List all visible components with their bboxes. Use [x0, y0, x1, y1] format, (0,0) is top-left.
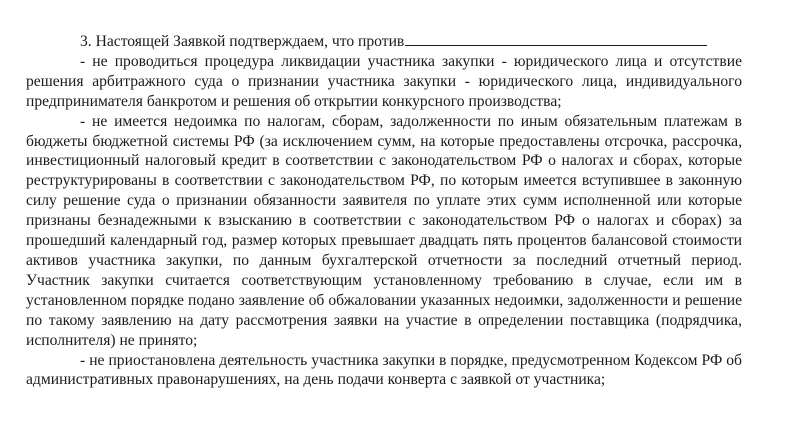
- paragraph-liquidation: - не проводиться процедура ликвидации участника закупки - юридического лица и отсутствие решения арбитражного суда о признании участника закупки - юридического лица, индивидуального предпринимателя банкротом и решения об открытии конкурсного производства;: [26, 52, 742, 110]
- document-page: [26, 31, 742, 390]
- clause-heading: [26, 31, 742, 52]
- clause-heading-text: 3. Настоящей Заявкой подтверждаем, что против: [80, 33, 405, 50]
- paragraph-tax-arrears: - не имеется недоимка по налогам, сборам, задолженности по иным обязательным платежам в бюджеты бюджетной системы РФ (за исключением сумм, на которые предоставлены отсрочка, рассрочка, инвестиционный налоговый кредит в соответствии с законодательством РФ о налогах и сборах, которые реструктурированы в соответствии с законодательством РФ, по которым имеется вступившее в законную силу решение суда о признании обязанности заявителя по уплате этих сумм исполненной или которые признаны безнадежными к взысканию в соответствии с законодательством РФ о налогах и сборах) за прошедший календарный год, размер которых превышает двадцать пять процентов балансовой стоимости активов участника закупки, по данным бухгалтерской отчетности за последний отчетный период. Участник закупки считается соответствующим установленному требованию в случае, если им в установленном порядке подано заявление об обжаловании указанных недоимки, задолженности и решение по такому заявлению на дату рассмотрения заявки на участие в определении поставщика (подрядчика, исполнителя) не принято;: [26, 112, 742, 349]
- paragraph-suspension: - не приостановлена деятельность участника закупки в порядке, предусмотренном Кодексом РФ об административных правонарушениях, на день подачи конверта с заявкой от участника;: [26, 351, 742, 389]
- blank-fill-in-line[interactable]: [405, 31, 707, 46]
